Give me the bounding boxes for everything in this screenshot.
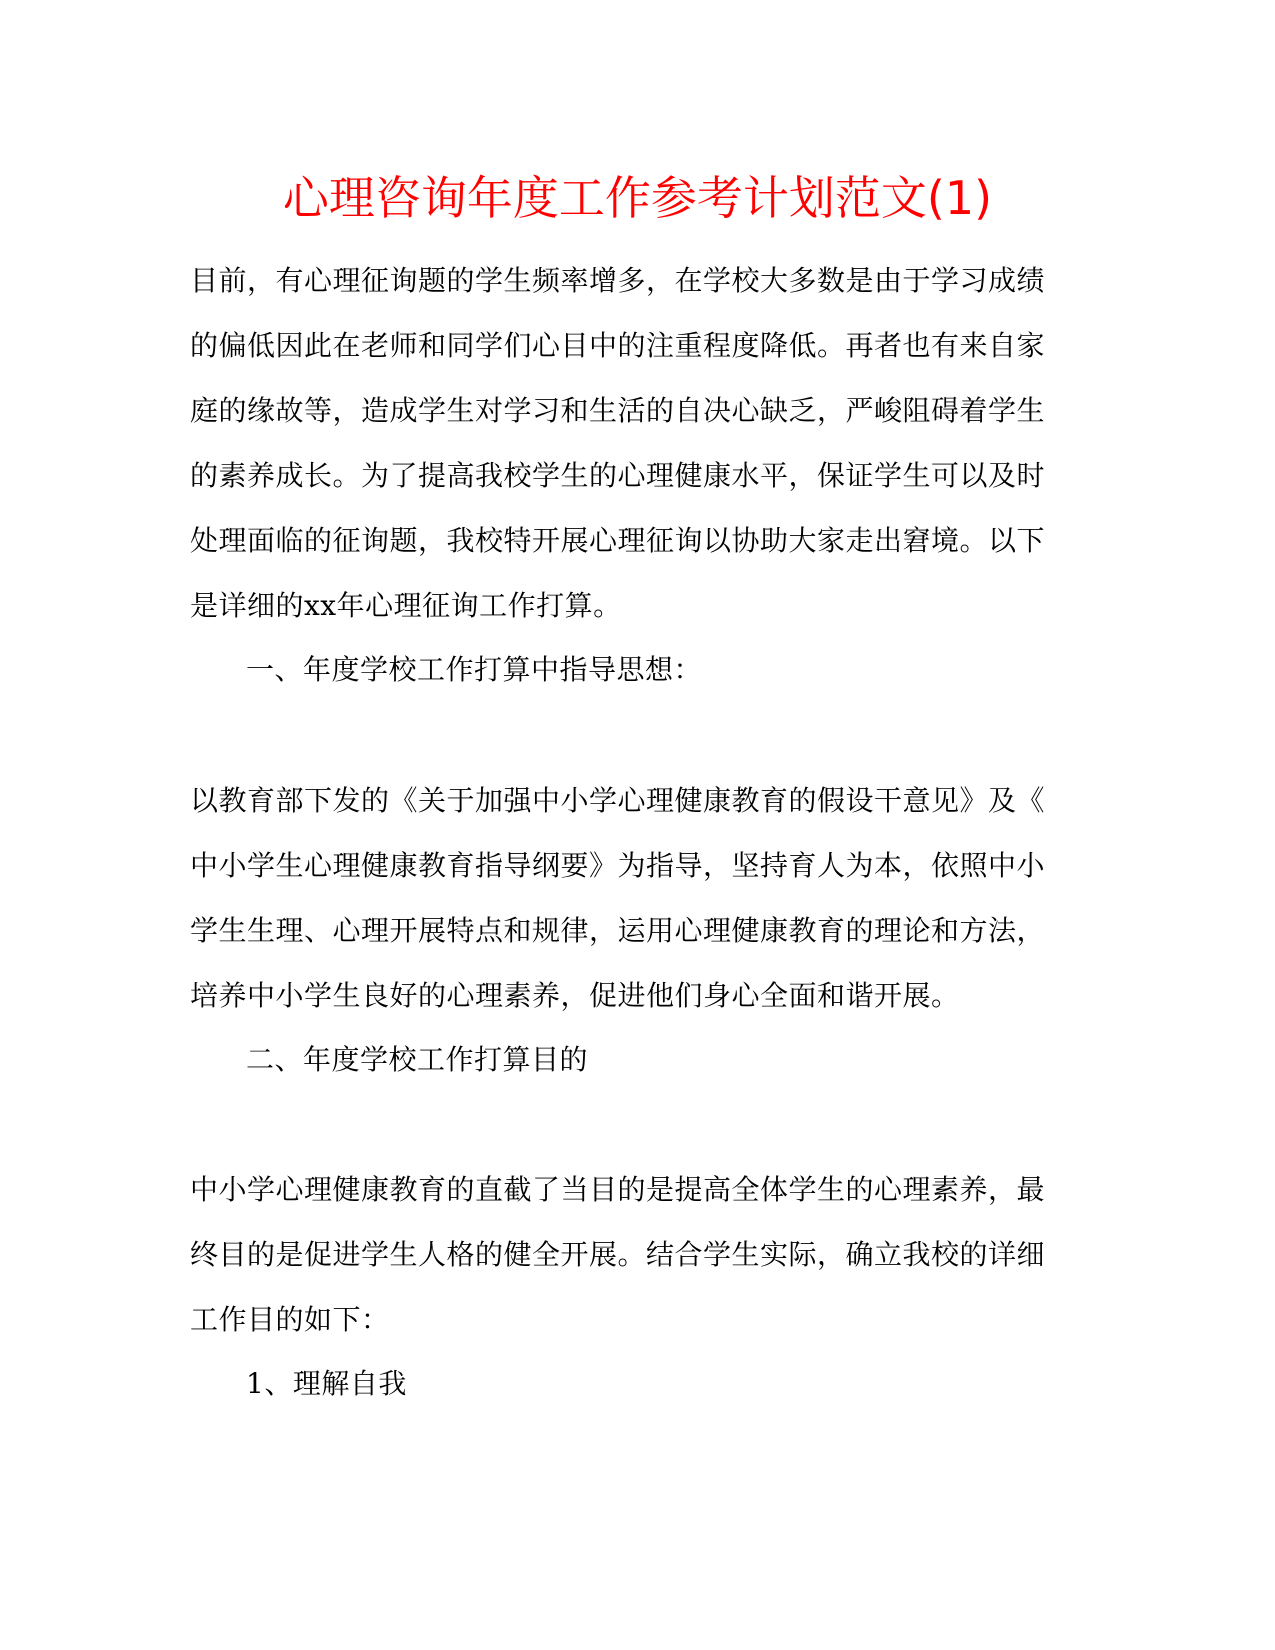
text-line: 的偏低因此在老师和同学们心目中的注重程度降低。再者也有来自家 [190,329,1046,362]
subsection-heading-self-understanding [190,1351,1070,1416]
heading-text: 1、理解自我 [246,1367,407,1400]
section-heading-goals [190,1027,1070,1092]
paragraph-guiding-ideology [190,768,1070,1028]
text-line: 中小学生心理健康教育指导纲要》为指导，坚持育人为本，依照中小 [190,849,1046,882]
text-line: 终目的是促进学生人格的健全开展。结合学生实际，确立我校的详细 [190,1238,1046,1271]
text-line: 中小学心理健康教育的直截了当目的是提高全体学生的心理素养，最 [190,1173,1046,1206]
text-line: 目前，有心理征询题的学生频率增多，在学校大多数是由于学习成绩 [190,264,1046,297]
paragraph-intro [190,248,1070,638]
heading-text: 二、年度学校工作打算目的 [246,1043,589,1076]
document-title: 心理咨询年度工作参考计划范文(1) [282,171,993,225]
heading-text: 一、年度学校工作打算中指导思想： [246,653,703,686]
text-line: 培养中小学生良好的心理素养，促进他们身心全面和谐开展。 [190,979,960,1012]
text-line: 是详细的xx年心理征询工作打算。 [190,589,622,622]
text-line: 学生生理、心理开展特点和规律，运用心理健康教育的理论和方法， [190,914,1046,947]
text-line: 以教育部下发的《关于加强中小学心理健康教育的假设干意见》及《 [190,784,1046,817]
text-line: 的素养成长。为了提高我校学生的心理健康水平，保证学生可以及时 [190,459,1046,492]
text-line: 庭的缘故等，造成学生对学习和生活的自决心缺乏，严峻阻碍着学生 [190,394,1046,427]
section-heading-guiding-ideology [190,637,1070,702]
paragraph-goals [190,1157,1070,1352]
text-line: 处理面临的征询题，我校特开展心理征询以协助大家走出窘境。以下 [190,524,1046,557]
text-line: 工作目的如下： [190,1303,390,1336]
